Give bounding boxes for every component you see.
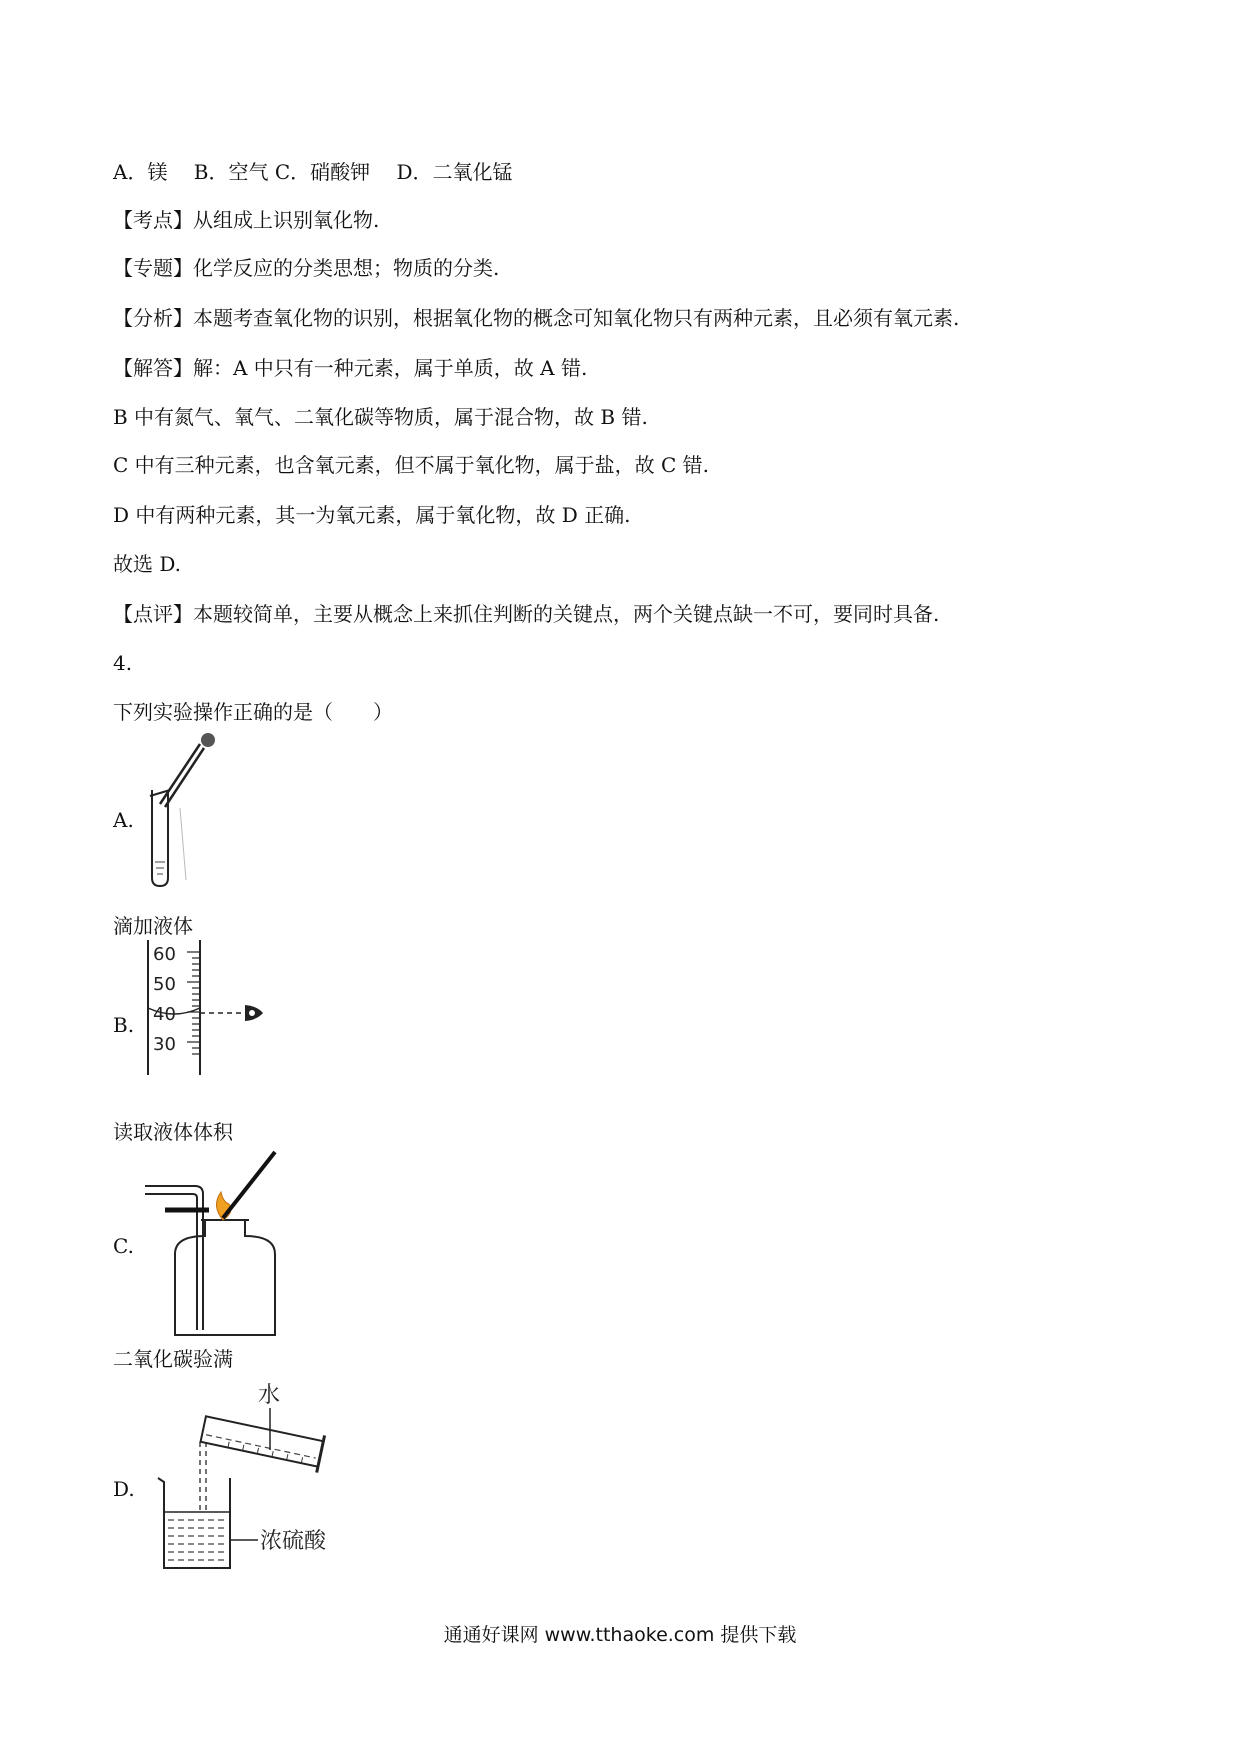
q3-options: A．镁 B．空气 C．硝酸钾 D．二氧化锰 — [113, 160, 513, 184]
option-a-letter: A. — [113, 808, 134, 832]
q3-jieda: 【解答】解：A 中只有一种元素，属于单质，故 A 错. — [113, 356, 588, 380]
q3-answer: 故选 D. — [113, 552, 182, 576]
option-d-letter: D. — [113, 1477, 135, 1501]
option-b-letter: B. — [113, 1013, 135, 1037]
tick-50: 50 — [153, 974, 176, 995]
q3-fenxi: 【分析】本题考查氧化物的识别，根据氧化物的概念可知氧化物只有两种元素，且必须有氧元素. — [113, 306, 960, 330]
q3-d-line: D 中有两种元素，其一为氧元素，属于氧化物，故 D 正确. — [113, 503, 631, 527]
q4-stem: 下列实验操作正确的是（ ） — [113, 700, 393, 724]
tick-40: 40 — [153, 1004, 176, 1025]
tick-60: 60 — [153, 944, 176, 965]
gas-bottle-figure — [145, 1150, 285, 1340]
q3-dianping: 【点评】本题较简单，主要从概念上来抓住判断的关键点，两个关键点缺一不可，要同时具备. — [113, 602, 940, 626]
q3-zhuanti: 【专题】化学反应的分类思想；物质的分类. — [113, 256, 500, 280]
option-c-caption: 二氧化碳验满 — [113, 1347, 233, 1371]
acid-label: 浓硫酸 — [260, 1529, 327, 1554]
q3-b-line: B 中有氮气、氧气、二氧化碳等物质，属于混合物，故 B 错. — [113, 405, 648, 429]
tick-30: 30 — [153, 1034, 176, 1055]
graduated-cylinder-figure — [145, 940, 275, 1080]
option-c-letter: C. — [113, 1234, 134, 1258]
q3-kaodian: 【考点】从组成上识别氧化物. — [113, 208, 380, 232]
dilution-figure — [150, 1380, 350, 1580]
option-a-caption: 滴加液体 — [113, 914, 193, 938]
water-label: 水 — [258, 1383, 281, 1408]
q3-c-line: C 中有三种元素，也含氧元素，但不属于氧化物，属于盐，故 C 错. — [113, 453, 710, 477]
dropper-figure — [140, 730, 220, 890]
q4-number: 4. — [113, 651, 133, 675]
page-footer: 通通好课网 www.tthaoke.com 提供下载 — [443, 1624, 797, 1646]
option-b-caption: 读取液体体积 — [113, 1120, 233, 1144]
